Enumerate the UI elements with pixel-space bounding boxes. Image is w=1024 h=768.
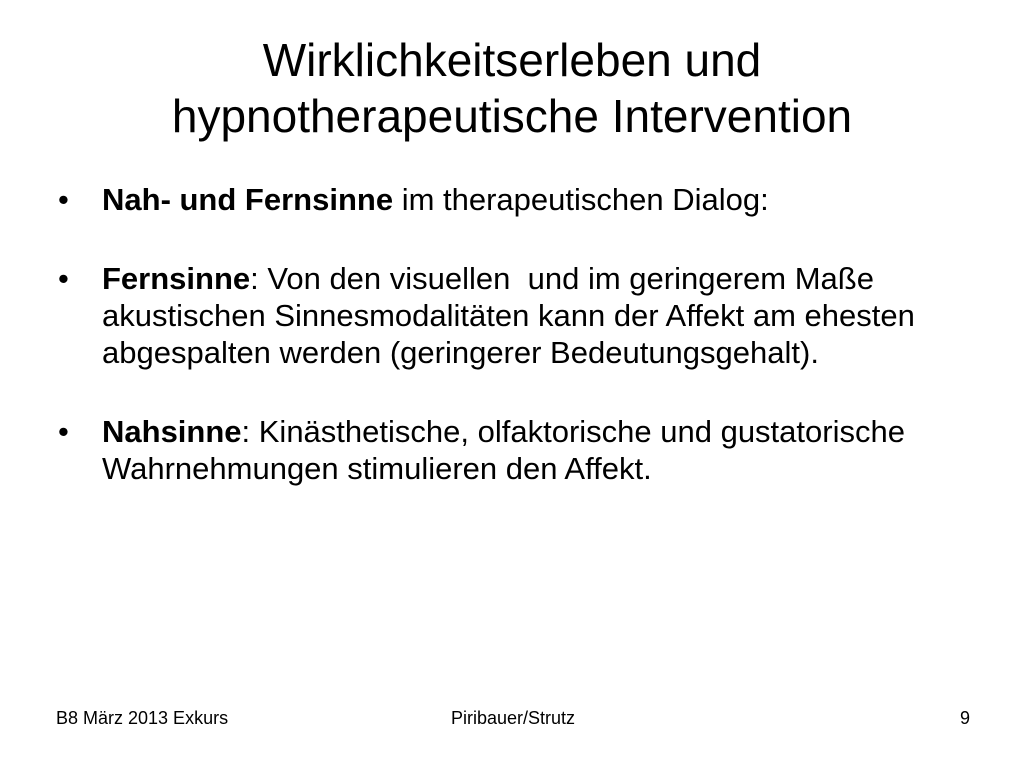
slide-title — [40, 32, 984, 144]
footer-date-label: B8 März 2013 Exkurs — [56, 708, 229, 728]
bullet-item-nah-und-fernsinne — [58, 181, 978, 218]
bullet-marker: • — [58, 414, 69, 449]
bullet-item-nahsinne — [58, 413, 978, 487]
bullet-text: : Kinästhetische, olfaktorische und gustatorische Wahrnehmungen stimulieren den Affekt. — [102, 414, 905, 486]
bullet-list — [58, 181, 978, 487]
slide-title-line-2: hypnotherapeutische Intervention — [171, 90, 853, 142]
bullet-bold-term: Nah- und Fernsinne — [102, 182, 394, 217]
bullet-marker: • — [58, 182, 69, 217]
bullet-text: : Von den visuellen und im geringerem Maße akustischen Sinnesmodalitäten kann der Affekt am ehesten abgespalten werden (geringerer Bedeutungsgehalt). — [102, 261, 924, 370]
bullet-bold-term: Nahsinne — [102, 414, 242, 449]
bullet-text: im therapeutischen Dialog: — [393, 182, 769, 217]
bullet-bold-term: Fernsinne — [102, 261, 251, 296]
footer-authors: Piribauer/Strutz — [450, 708, 576, 728]
slide-title-line-1: Wirklichkeitserleben und — [262, 34, 762, 86]
bullet-item-fernsinne — [58, 260, 978, 371]
bullet-marker: • — [58, 261, 69, 296]
slide-page-number: 9 — [959, 708, 970, 728]
